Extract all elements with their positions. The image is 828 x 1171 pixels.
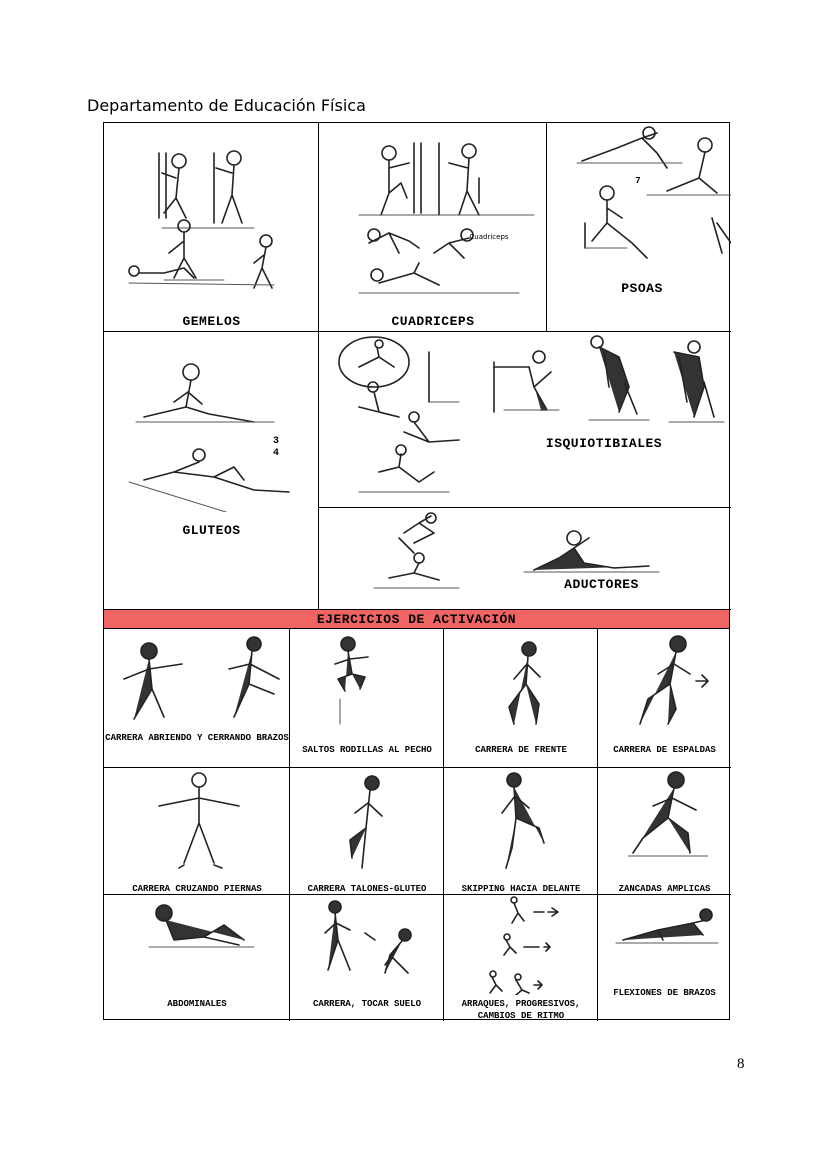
run-touch-floor-illustration bbox=[290, 895, 444, 985]
activation-banner bbox=[104, 610, 729, 629]
cell-isquiotibiales bbox=[319, 332, 731, 508]
cell-gluteos bbox=[104, 332, 319, 610]
activation-label-2: SALTOS RODILLAS AL PECHO bbox=[302, 745, 432, 755]
activation-label-3: CARRERA DE FRENTE bbox=[475, 745, 567, 755]
forward-run-illustration bbox=[444, 629, 598, 734]
activation-label-5: CARRERA CRUZANDO PIERNAS bbox=[132, 884, 262, 894]
psoas-illustration bbox=[547, 123, 731, 273]
heel-kick-illustration bbox=[290, 768, 444, 878]
skipping-illustration bbox=[444, 768, 598, 878]
activation-label-12: FLEXIONES DE BRAZOS bbox=[613, 988, 716, 998]
activation-label-1: CARRERA ABRIENDO Y CERRANDO BRAZOS bbox=[105, 733, 289, 743]
activation-cell-3 bbox=[444, 629, 598, 768]
knee-jump-illustration bbox=[290, 629, 444, 734]
cell-aductores bbox=[319, 508, 731, 610]
page-number: 8 bbox=[737, 1056, 745, 1072]
cell-psoas bbox=[547, 123, 731, 332]
pushups-illustration bbox=[598, 895, 731, 975]
cross-legs-illustration bbox=[104, 768, 290, 878]
activation-label-8: ZANCADAS AMPLICAS bbox=[618, 884, 711, 894]
activation-cell-4 bbox=[598, 629, 731, 768]
activation-title: EJERCICIOS DE ACTIVACIÓN bbox=[316, 612, 517, 627]
activation-cell-2 bbox=[290, 629, 444, 768]
gluteos-label: GLUTEOS bbox=[182, 523, 241, 538]
sprint-progressive-illustration bbox=[444, 895, 598, 995]
page-header: Departamento de Educación Física bbox=[87, 96, 366, 115]
activation-cell-5 bbox=[104, 768, 290, 895]
aductores-label: ADUCTORES bbox=[564, 577, 639, 592]
activation-cell-10 bbox=[290, 895, 444, 1021]
backward-run-illustration bbox=[598, 629, 731, 734]
runner-arms-illustration bbox=[104, 629, 290, 734]
activation-label-6: CARRERA TALONES-GLUTEO bbox=[307, 884, 427, 894]
psoas-number: 7 bbox=[635, 176, 641, 186]
activation-cell-9 bbox=[104, 895, 290, 1021]
activation-label-9: ABDOMINALES bbox=[167, 999, 227, 1009]
aductores-illustration bbox=[319, 508, 731, 610]
cuadriceps-illustration bbox=[319, 123, 547, 313]
activation-cell-7 bbox=[444, 768, 598, 895]
gluteos-illustration bbox=[104, 332, 319, 512]
psoas-label: PSOAS bbox=[621, 281, 663, 296]
exercise-table bbox=[103, 122, 730, 1020]
cell-cuadriceps bbox=[319, 123, 547, 332]
gemelos-label: GEMELOS bbox=[182, 314, 241, 329]
cell-gemelos bbox=[104, 123, 319, 332]
activation-label-7: SKIPPING HACIA DELANTE bbox=[461, 884, 581, 894]
isquiotibiales-label: ISQUIOTIBIALES bbox=[545, 436, 663, 451]
activation-cell-12 bbox=[598, 895, 731, 1021]
activation-label-10: CARRERA, TOCAR SUELO bbox=[312, 999, 422, 1009]
gemelos-illustration bbox=[104, 123, 319, 313]
activation-cell-6 bbox=[290, 768, 444, 895]
cuadriceps-note: Cuadriceps bbox=[469, 233, 509, 241]
activation-cell-11 bbox=[444, 895, 598, 1021]
activation-cell-8 bbox=[598, 768, 731, 895]
activation-label-4: CARRERA DE ESPALDAS bbox=[613, 745, 716, 755]
activation-cell-1 bbox=[104, 629, 290, 768]
situps-illustration bbox=[104, 895, 290, 975]
gluteos-numbers: 3 4 bbox=[272, 436, 279, 459]
isquiotibiales-illustration bbox=[319, 332, 731, 508]
lunges-illustration bbox=[598, 768, 731, 878]
cuadriceps-label: CUADRICEPS bbox=[391, 314, 475, 329]
activation-label-11: ARRAQUES, PROGRESIVOS, CAMBIOS DE RITMO bbox=[461, 999, 581, 1021]
